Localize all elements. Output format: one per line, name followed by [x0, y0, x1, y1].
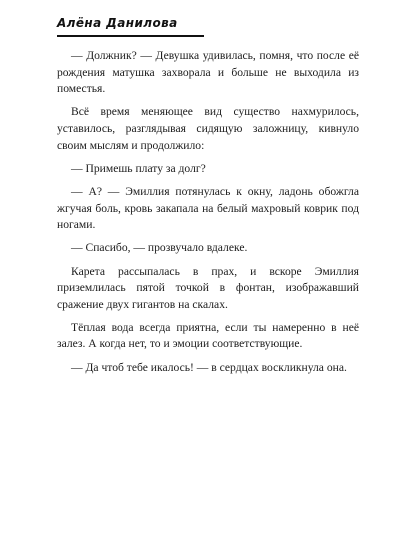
text-body [57, 48, 359, 383]
paragraph: Всё время меняющее вид существо нахмурилось, уставилось, разглядывая сидящую заложницу, кивнуло своим мыслям и продолжило: [57, 105, 359, 152]
paragraph: — А? — Эмиллия потянулась к окну, ладонь обожгла жгучая боль, кровь закапала на белый махровый коврик под ногами. [57, 184, 359, 232]
paragraph: — Должник? — Девушка удивилась, помня, что после её рождения матушка захворала и больше не выходила из поместья. [57, 49, 359, 96]
paragraph: Тёплая вода всегда приятна, если ты намеренно в неё залез. А когда нет, то и эмоции соответствующие. [57, 320, 359, 351]
paragraph: — Примешь плату за долг? [71, 161, 206, 175]
paragraph: — Спасибо, — прозвучало вдалеке. [71, 241, 248, 255]
header-rule [57, 35, 204, 37]
running-header-author: Алёна Данилова [57, 16, 178, 30]
paragraph: Карета рассыпалась в прах, и вскоре Эмиллия приземлилась пятой точкой в фонтан, изображавший сражение двух гигантов на скалах. [57, 264, 359, 311]
paragraph: — Да чтоб тебе икалось! — в сердцах воскликнула она. [71, 360, 347, 374]
